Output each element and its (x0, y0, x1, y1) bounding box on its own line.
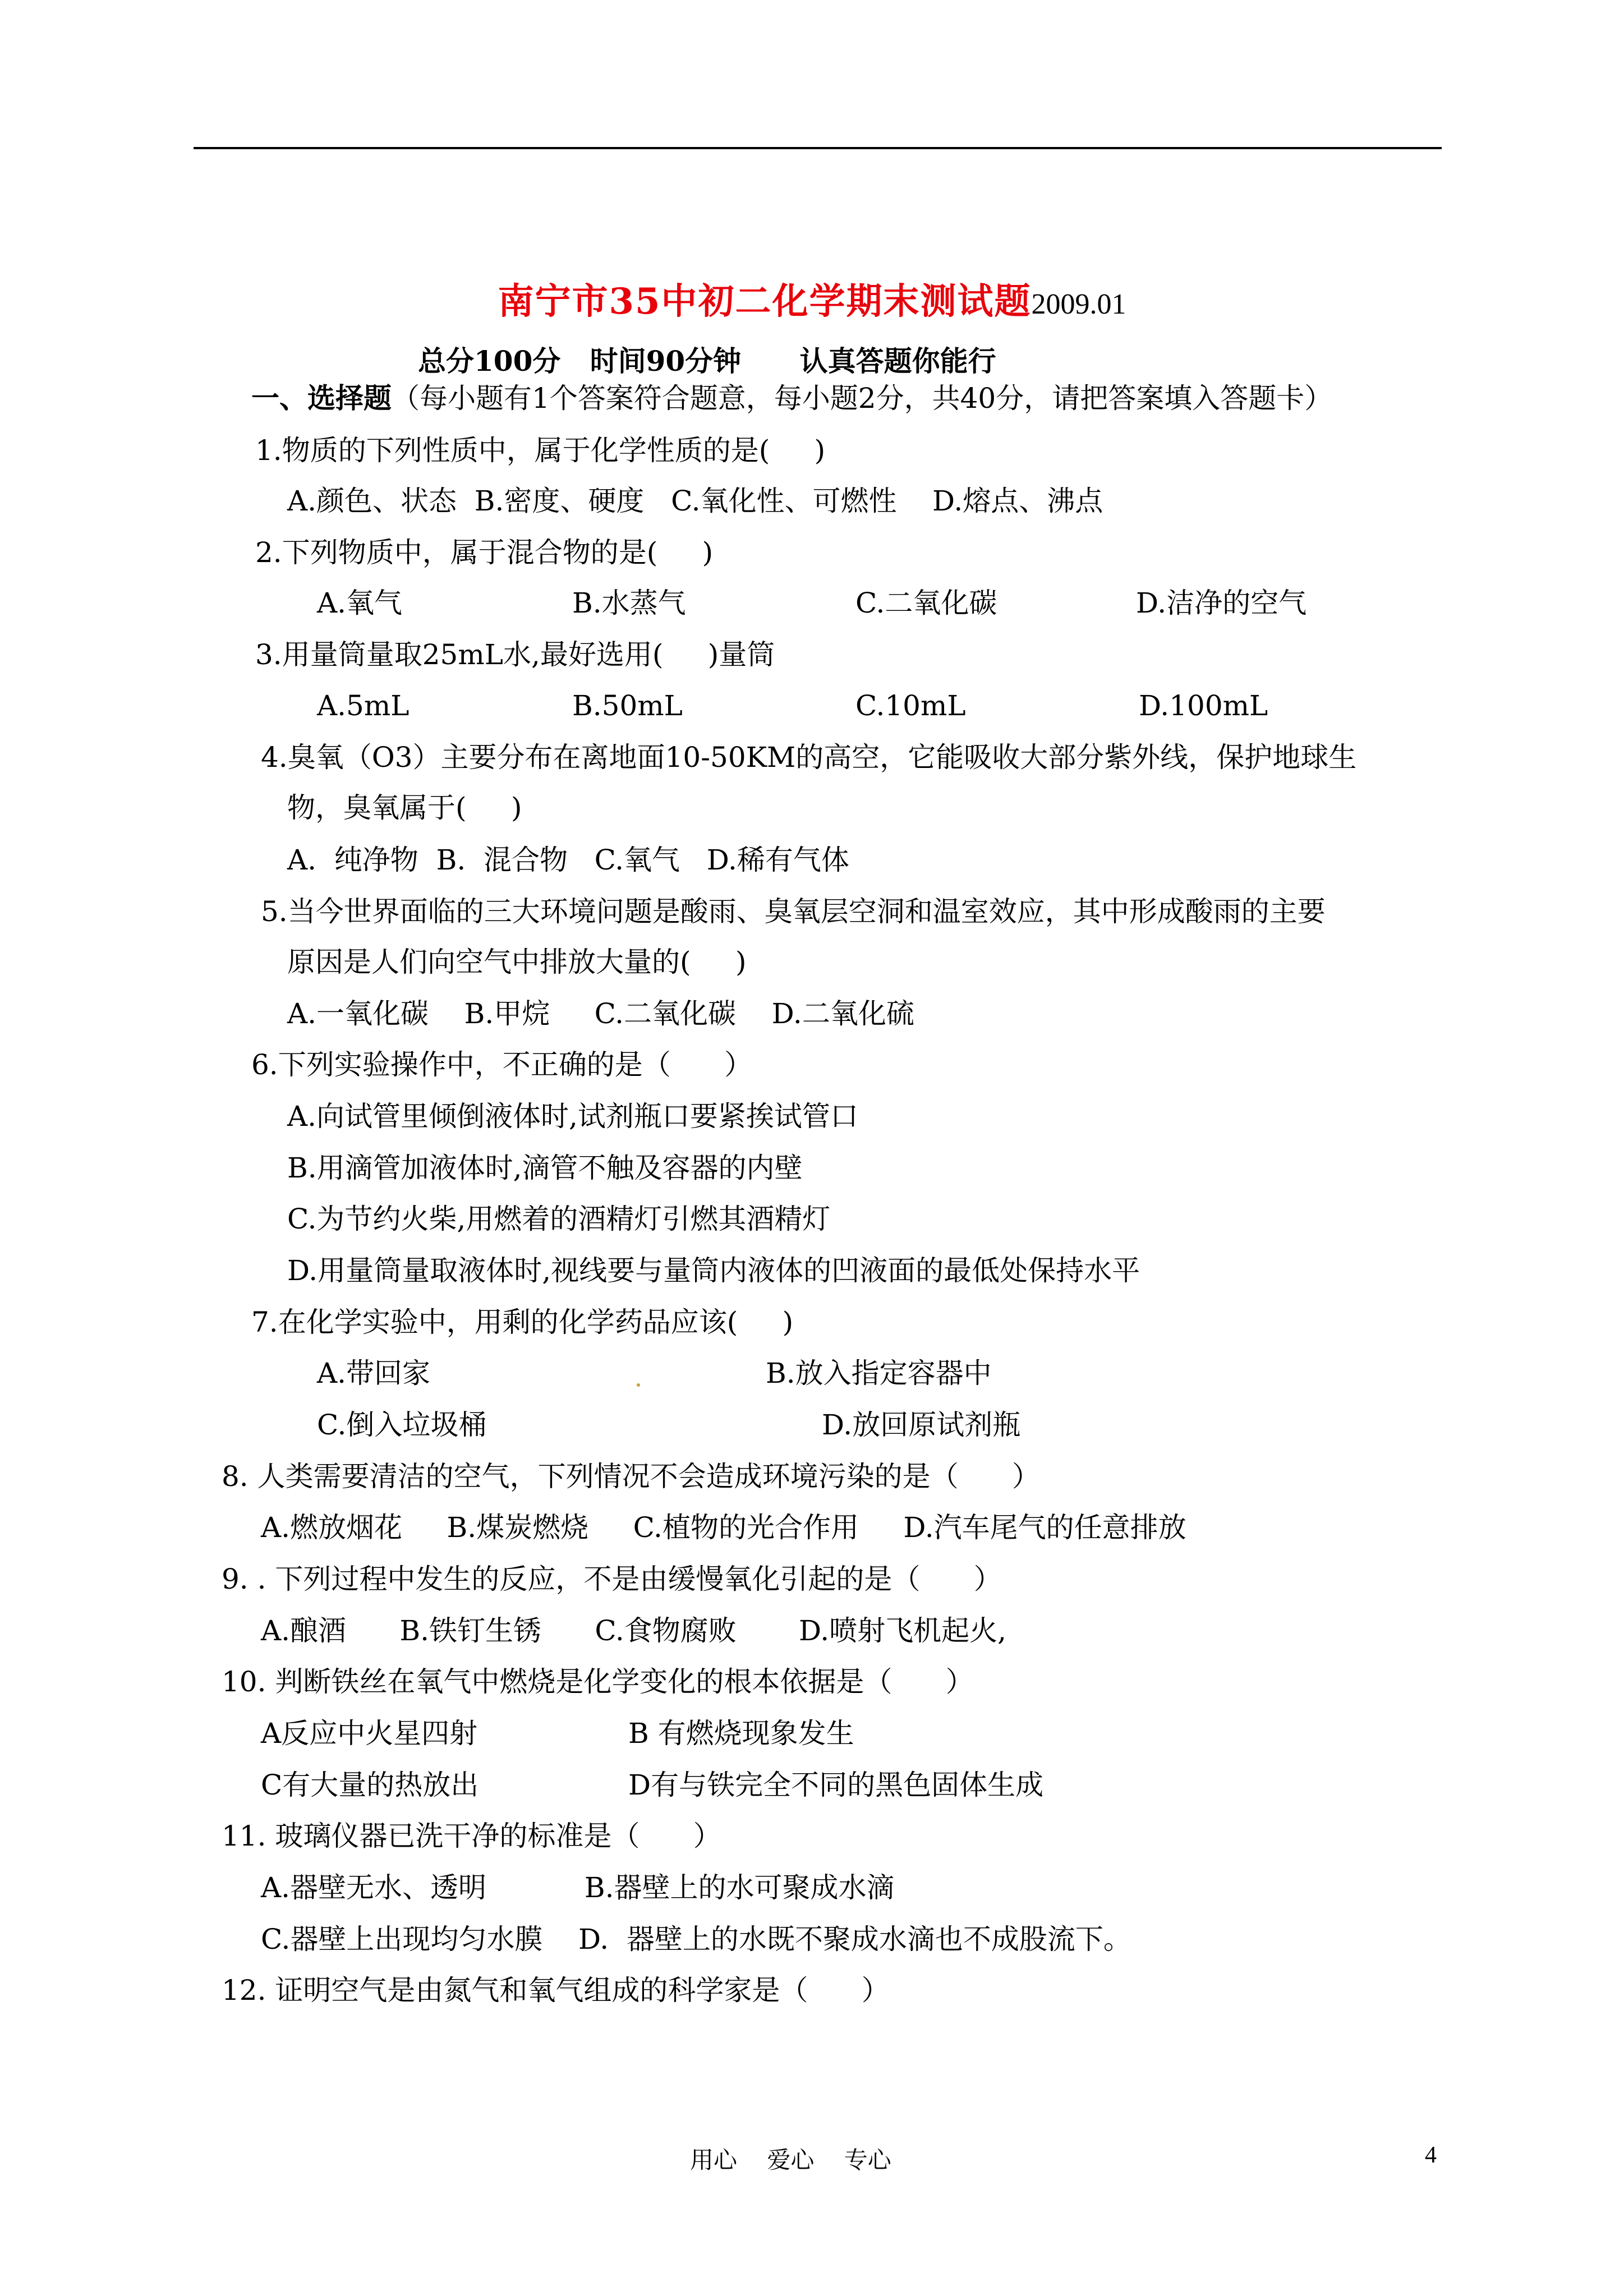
page-title (0, 273, 1624, 324)
question-2-option-d: D.洁净的空气 (1136, 587, 1307, 619)
question-11-options-cd: C.器壁上出现均匀水膜 D. 器壁上的水既不聚成水滴也不成股流下。 (261, 1923, 1131, 1955)
question-7-option-d: D.放回原试剂瓶 (822, 1409, 1021, 1441)
question-3: 3.用量筒量取25mL水,最好选用( )量筒 (255, 638, 775, 671)
question-3-option-b: B.50mL (572, 689, 683, 722)
section-instruction: （每小题有1个答案符合题意，每小题2分，共40分，请把答案填入答题卡） (392, 382, 1333, 415)
question-8-options: A.燃放烟花 B.煤炭燃烧 C.植物的光合作用 D.汽车尾气的任意排放 (261, 1511, 1186, 1544)
question-5-options: A.一氧化碳 B.甲烷 C.二氧化碳 D.二氧化硫 (287, 997, 914, 1030)
question-6-option-b: B.用滴管加液体时,滴管不触及容器的内壁 (287, 1152, 803, 1184)
question-2: 2.下列物质中，属于混合物的是( ) (255, 536, 714, 569)
question-7-option-b: B.放入指定容器中 (766, 1357, 992, 1389)
question-8: 8. 人类需要清洁的空气，下列情况不会造成环境污染的是（ ） (222, 1460, 1040, 1493)
header-rule (194, 147, 1442, 149)
question-6-option-a: A.向试管里倾倒液体时,试剂瓶口要紧挨试管口 (287, 1100, 858, 1133)
question-1: 1.物质的下列性质中，属于化学性质的是( ) (255, 434, 826, 467)
question-2-option-c: C.二氧化碳 (855, 587, 997, 619)
question-10: 10. 判断铁丝在氧气中燃烧是化学变化的根本依据是（ ） (222, 1665, 974, 1698)
question-4-options: A. 纯净物 B. 混合物 C.氧气 D.稀有气体 (287, 844, 849, 876)
speck-mark (637, 1383, 640, 1387)
question-7-option-c: C.倒入垃圾桶 (317, 1409, 487, 1441)
question-5: 5.当今世界面临的三大环境问题是酸雨、臭氧层空洞和温室效应，其中形成酸雨的主要 (261, 895, 1326, 928)
exam-subtitle: 总分100分 时间90分钟 认真答题你能行 (418, 344, 996, 378)
question-12: 12. 证明空气是由氮气和氧气组成的科学家是（ ） (222, 1974, 890, 2007)
question-2-option-b: B.水蒸气 (572, 587, 686, 619)
question-9: 9. . 下列过程中发生的反应，不是由缓慢氧化引起的是（ ） (222, 1563, 1002, 1595)
question-10-option-d: D有与铁完全不同的黑色固体生成 (628, 1769, 1044, 1801)
section-heading (251, 381, 1332, 415)
question-11: 11. 玻璃仪器已洗干净的标准是（ ） (222, 1820, 721, 1852)
question-7-option-a: A.带回家 (317, 1357, 431, 1389)
section-label: 一、选择题 (251, 381, 392, 415)
question-1-options: A.颜色、状态 B.密度、硬度 C.氧化性、可燃性 D.熔点、沸点 (287, 485, 1103, 517)
page-footer: 用心 爱心 专心 (690, 2146, 891, 2174)
page-number: 4 (1425, 2142, 1437, 2168)
question-3-option-a: A.5mL (317, 689, 410, 722)
question-9-options: A.酿酒 B.铁钉生锈 C.食物腐败 D.喷射飞机起火, (261, 1614, 1007, 1647)
question-11-options-ab: A.器壁无水、透明 B.器壁上的水可聚成水滴 (261, 1871, 895, 1904)
question-7: 7.在化学实验中，用剩的化学药品应该( ) (251, 1306, 794, 1338)
question-10-option-c: C有大量的热放出 (261, 1769, 479, 1801)
question-3-option-d: D.100mL (1139, 689, 1268, 722)
question-6-option-d: D.用量筒量取液体时,视线要与量筒内液体的凹液面的最低处保持水平 (287, 1254, 1140, 1287)
title-main: 南宁市35中初二化学期末测试题 (498, 280, 1032, 323)
question-6-option-c: C.为节约火柴,用燃着的酒精灯引燃其酒精灯 (287, 1203, 831, 1235)
question-6: 6.下列实验操作中，不正确的是（ ） (251, 1048, 753, 1081)
question-2-option-a: A.氧气 (317, 587, 403, 619)
question-10-option-a: A反应中火星四射 (261, 1717, 478, 1750)
question-4: 4.臭氧（O3）主要分布在离地面10-50KM的高空，它能吸收大部分紫外线，保护地球生 (261, 741, 1357, 774)
question-3-option-c: C.10mL (855, 689, 966, 722)
title-date: 2009.01 (1031, 288, 1126, 320)
question-10-option-b: B 有燃烧现象发生 (628, 1717, 854, 1750)
question-5-continued: 原因是人们向空气中排放大量的( ) (287, 946, 747, 978)
question-4-continued: 物，臭氧属于( ) (287, 792, 522, 824)
